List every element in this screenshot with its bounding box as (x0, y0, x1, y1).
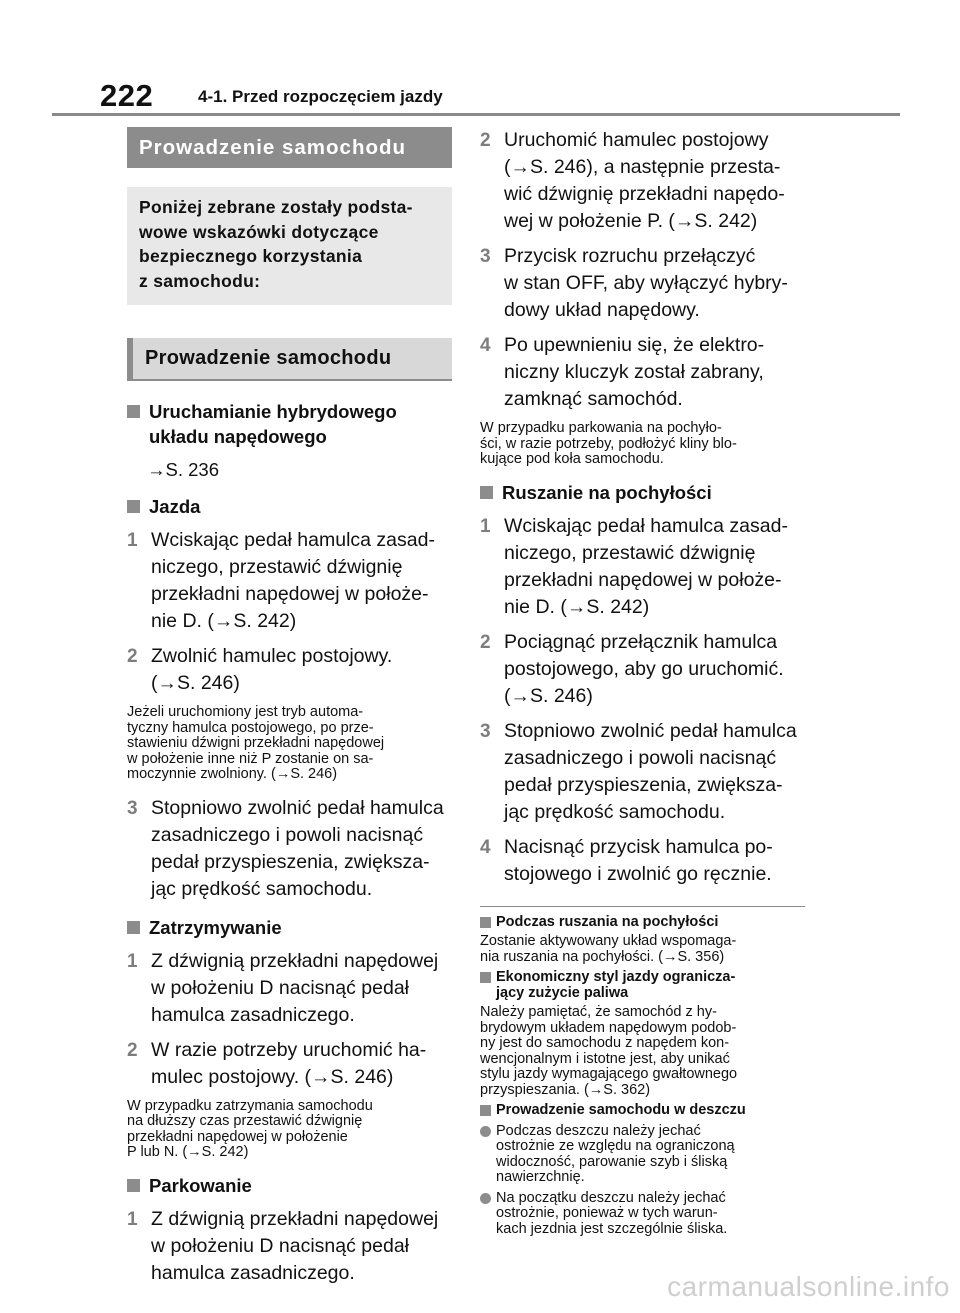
note-heading-line: Ekonomiczny styl jazdy ogranicza- (496, 969, 736, 985)
note-line: W przypadku zatrzymania samochodu (127, 1097, 373, 1114)
step-number: 1 (127, 530, 138, 551)
bullet-line: ostrożnie, ponieważ w tych warun- (496, 1205, 718, 1221)
bullet-item (480, 1124, 805, 1186)
right-column (480, 127, 805, 1237)
step-line: Z dźwignią przekładni napędowej (151, 949, 439, 972)
step-item (480, 629, 805, 710)
note-text (480, 421, 805, 468)
step-item (127, 795, 452, 903)
heading-line: Uruchamianie hybrydowego (149, 401, 397, 422)
step-line: Stopniowo zwolnić pedał hamulca (504, 719, 797, 742)
step-line: postojowego, aby go uruchomić. (504, 657, 784, 680)
heading-driving: Jazda (127, 494, 452, 519)
header-rule (52, 113, 900, 116)
step-item (480, 127, 805, 235)
step-line: nie D. (→S. 242) (151, 610, 297, 632)
step-number: 2 (480, 130, 491, 151)
intro-line: z samochodu: (139, 270, 261, 291)
step-number: 1 (480, 515, 491, 537)
step-line: Pociągnąć przełącznik hamulca (504, 630, 778, 653)
step-line: hamulca zasadniczego. (151, 1003, 355, 1026)
step-number: 3 (480, 720, 491, 742)
step-line: zasadniczego i powoli nacisnąć (504, 746, 777, 769)
intro-box (127, 187, 452, 305)
chapter-title: Prowadzenie samochodu (127, 127, 452, 168)
step-line: w położeniu D nacisnąć pedał (151, 1234, 409, 1257)
step-line: przekładni napędowej w położe- (504, 568, 782, 591)
step-line: Wciskając pedał hamulca zasad- (504, 514, 788, 537)
step-line: Nacisnąć przycisk hamulca po- (504, 835, 773, 858)
step-item (480, 243, 805, 324)
step-number: 3 (480, 246, 491, 267)
step-item (127, 643, 452, 697)
note-line: brydowym układem napędowym podob- (480, 1019, 737, 1036)
step-line: pedał przyspieszenia, zwiększa- (504, 773, 783, 796)
subsection-title: Prowadzenie samochodu (127, 338, 452, 379)
step-number: 4 (480, 335, 491, 356)
step-number: 2 (127, 646, 138, 667)
step-line: (→S. 246) (504, 684, 593, 707)
step-line: Wciskając pedał hamulca zasad- (151, 529, 435, 551)
step-line: Zwolnić hamulec postojowy. (151, 645, 393, 667)
note-line: Jeżeli uruchomiony jest tryb automa- (127, 704, 364, 720)
step-item (480, 332, 805, 413)
note-line: wencjonalnym i istotne jest, aby unikać (480, 1050, 730, 1067)
note-line: w położenie inne niż P zostanie on sa- (127, 750, 374, 767)
step-item (480, 513, 805, 621)
bullet-line: kach jezdnia jest szczególnie śliska. (496, 1220, 728, 1237)
step-line: wej w położenie P. (→S. 242) (504, 210, 758, 232)
step-line: niczego, przestawić dźwignię (504, 541, 756, 564)
left-column (127, 127, 452, 1287)
note-text (480, 934, 805, 965)
heading-stopping: Zatrzymywanie (127, 915, 452, 940)
step-number: 2 (127, 1039, 138, 1061)
note-heading: Podczas ruszania na pochyłości (480, 915, 805, 931)
heading-start-system (127, 399, 452, 449)
page-reference: →S. 236 (147, 459, 219, 480)
step-item (127, 527, 452, 635)
watermark: carmanualsonline.info (667, 1271, 950, 1302)
step-line: nie D. (→S. 242) (504, 595, 650, 618)
intro-line: bezpiecznego korzystania (139, 246, 363, 266)
step-item (127, 948, 452, 1029)
step-line: stojowego i zwolnić go ręcznie. (504, 862, 772, 885)
note-line: przekładni napędowej w położenie (127, 1128, 348, 1145)
note-heading (480, 970, 805, 1001)
step-item (127, 1037, 452, 1091)
section-title: 4-1. Przed rozpoczęciem jazdy (198, 87, 443, 106)
bullet-item (480, 1191, 805, 1238)
bullet-line: nawierzchnię. (496, 1169, 585, 1185)
note-line: P lub N. (→S. 242) (127, 1144, 249, 1160)
step-item (480, 718, 805, 826)
note-heading-line: jący zużycie paliwa (496, 984, 629, 1001)
step-line: Uruchomić hamulec postojowy (504, 129, 769, 151)
step-line: jąc prędkość samochodu. (151, 877, 373, 900)
page-number: 222 (100, 78, 154, 113)
bullet-line: Na początku deszczu należy jechać (496, 1189, 726, 1206)
step-line: w położeniu D nacisnąć pedał (151, 976, 409, 999)
step-line: Przycisk rozruchu przełączyć (504, 245, 756, 267)
note-line: moczynnie zwolniony. (→S. 246) (127, 766, 338, 782)
intro-line: Poniżej zebrane zostały podsta- (139, 197, 413, 217)
heading-line: układu napędowego (149, 426, 327, 447)
step-number: 4 (480, 836, 491, 858)
bullet-line: ostrożnie ze względu na ograniczoną (496, 1138, 735, 1154)
step-item (127, 1206, 452, 1287)
step-line: w stan OFF, aby wyłączyć hybry- (504, 272, 788, 294)
heading-hill-start: Ruszanie na pochyłości (480, 480, 805, 505)
step-line: przekładni napędowej w położe- (151, 583, 429, 605)
step-line: jąc prędkość samochodu. (504, 800, 726, 823)
step-number: 2 (480, 631, 491, 653)
note-text (127, 1099, 452, 1161)
step-line: niczny kluczyk został zabrany, (504, 361, 764, 383)
step-number: 1 (127, 1208, 138, 1230)
note-line: ści, w razie potrzeby, podłożyć kliny blo- (480, 435, 737, 452)
step-line: Z dźwignią przekładni napędowej (151, 1207, 439, 1230)
note-text (480, 1005, 805, 1098)
step-line: zamknąć samochód. (504, 388, 683, 410)
note-line: stylu jazdy wymagającego gwałtownego (480, 1066, 738, 1082)
note-line: na dłuższy czas przestawić dźwignię (127, 1113, 363, 1129)
note-line: Należy pamiętać, że samochód z hy- (480, 1004, 717, 1020)
note-line: ny jest do samochodu z napędem kon- (480, 1035, 730, 1051)
note-heading: Prowadzenie samochodu w deszczu (480, 1103, 805, 1119)
heading-parking: Parkowanie (127, 1173, 452, 1198)
step-line: dowy układ napędowy. (504, 299, 700, 321)
note-line: nia ruszania na pochyłości. (→S. 356) (480, 948, 725, 965)
step-number: 1 (127, 950, 138, 972)
step-line: W razie potrzeby uruchomić ha- (151, 1038, 427, 1061)
step-line: pedał przyspieszenia, zwiększa- (151, 850, 430, 873)
intro-line: wowe wskazówki dotyczące (139, 221, 379, 242)
step-line: wić dźwignię przekładni napędo- (504, 183, 785, 205)
step-line: Po upewnieniu się, że elektro- (504, 334, 765, 356)
step-item (480, 834, 805, 888)
note-line: tyczny hamulca postojowego, po prze- (127, 719, 374, 736)
step-number: 3 (127, 797, 138, 819)
note-line: przyspieszania. (→S. 362) (480, 1081, 651, 1098)
page-header (100, 78, 900, 116)
step-line: zasadniczego i powoli nacisnąć (151, 823, 424, 846)
bullet-line: Podczas deszczu należy jechać (496, 1122, 701, 1139)
note-line: kujące pod koła samochodu. (480, 451, 664, 467)
note-text (127, 705, 452, 783)
step-line: (→S. 246), a następnie przesta- (504, 156, 781, 178)
note-line: W przypadku parkowania na pochyło- (480, 420, 722, 436)
step-line: Stopniowo zwolnić pedał hamulca (151, 796, 444, 819)
step-line: hamulca zasadniczego. (151, 1261, 355, 1284)
note-line: stawieniu dźwigni przekładni napędowej (127, 735, 385, 751)
note-line: Zostanie aktywowany układ wspomaga- (480, 933, 737, 949)
step-line: (→S. 246) (151, 672, 240, 694)
bullet-line: widoczność, parowanie szyb i śliską (496, 1153, 728, 1170)
step-line: niczego, przestawić dźwignię (151, 556, 403, 578)
step-line: mulec postojowy. (→S. 246) (151, 1065, 394, 1088)
